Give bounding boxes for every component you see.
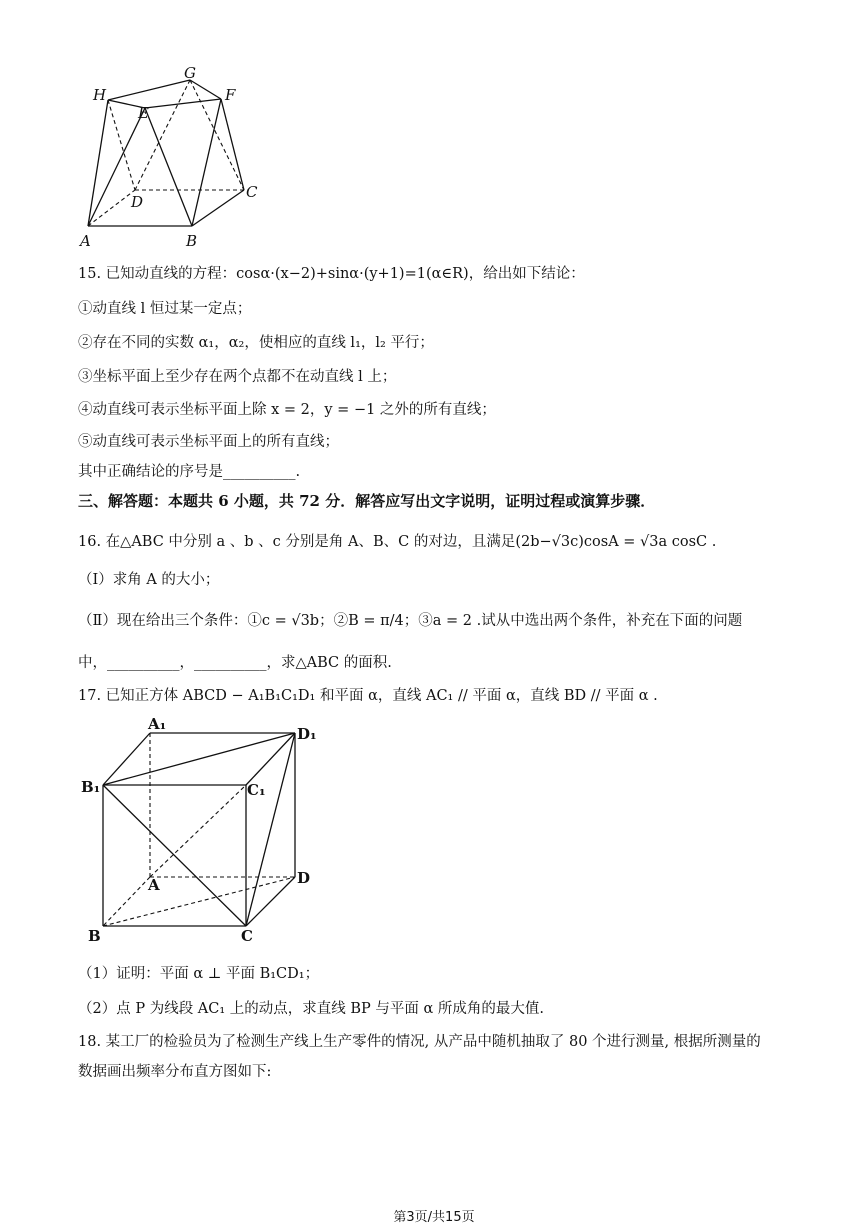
vertex-label-d1: D₁ [297, 725, 317, 743]
q18-line-2: 数据画出频率分布直方图如下: [78, 1064, 272, 1080]
vertex-label-b: B [186, 232, 198, 250]
vertex-label-b1: B₁ [81, 778, 101, 796]
vertex-label-a1: A₁ [148, 715, 167, 733]
cube-figure [78, 713, 338, 948]
q15-item-2: ②存在不同的实数 α₁，α₂，使相应的直线 l₁，l₂ 平行； [78, 335, 434, 351]
vertex-label-c: C [241, 927, 253, 945]
vertex-label-e: E [138, 104, 149, 122]
section-heading: 三、解答题：本题共 6 小题，共 72 分．解答应写出文字说明，证明过程或演算步骤． [78, 492, 656, 510]
vertex-label-a: A [148, 876, 160, 894]
q15-item-3: ③坐标平面上至少存在两个点都不在动直线 l 上； [78, 369, 397, 385]
q16-stem: 16. 在△ABC 中分别 a 、b 、c 分别是角 A、B、C 的对边，且满足(2b−√3c)cosA = √3a cosC . [78, 534, 717, 550]
q16-part-2-cont: 中，__________，__________，求△ABC 的面积. [78, 655, 392, 671]
polyhedron-figure [75, 62, 270, 252]
vertex-label-c: C [246, 183, 258, 201]
vertex-label-h: H [93, 86, 107, 104]
q15-stem: 15. 已知动直线的方程：cosα·(x−2)+sinα·(y+1)=1(α∈R)，给出如下结论： [78, 266, 585, 282]
q15-item-1: ①动直线 l 恒过某一定点； [78, 301, 252, 317]
q15-answer-line: 其中正确结论的序号是__________. [78, 464, 301, 480]
q17-part-2: （2）点 P 为线段 AC₁ 上的动点，求直线 BP 与平面 α 所成角的最大值. [78, 1001, 545, 1017]
q17-part-1: （1）证明：平面 α ⊥ 平面 B₁CD₁； [78, 966, 320, 982]
q15-item-4: ④动直线可表示坐标平面上除 x = 2，y = −1 之外的所有直线； [78, 402, 496, 418]
q18-line-1: 18. 某工厂的检验员为了检测生产线上生产零件的情况, 从产品中随机抽取了 80 个进行测量, 根据所测量的 [78, 1034, 761, 1050]
vertex-label-d: D [131, 193, 144, 211]
vertex-label-c1: C₁ [247, 781, 266, 799]
vertex-label-d: D [297, 869, 311, 887]
q15-item-5: ⑤动直线可表示坐标平面上的所有直线； [78, 434, 339, 450]
q16-part-1: （Ⅰ）求角 A 的大小； [78, 572, 220, 588]
q17-stem: 17. 已知正方体 ABCD − A₁B₁C₁D₁ 和平面 α，直线 AC₁ // 平面 α，直线 BD // 平面 α . [78, 688, 658, 704]
vertex-label-a: A [80, 232, 91, 250]
vertex-label-g: G [184, 64, 196, 82]
page-number: 第3页/共15页 [393, 1210, 475, 1225]
vertex-label-f: F [225, 86, 236, 104]
vertex-label-b: B [88, 927, 101, 945]
q16-part-2: （Ⅱ）现在给出三个条件：①c = √3b；②B = π/4；③a = 2 .试从中选出两个条件，补充在下面的问题 [78, 613, 743, 629]
